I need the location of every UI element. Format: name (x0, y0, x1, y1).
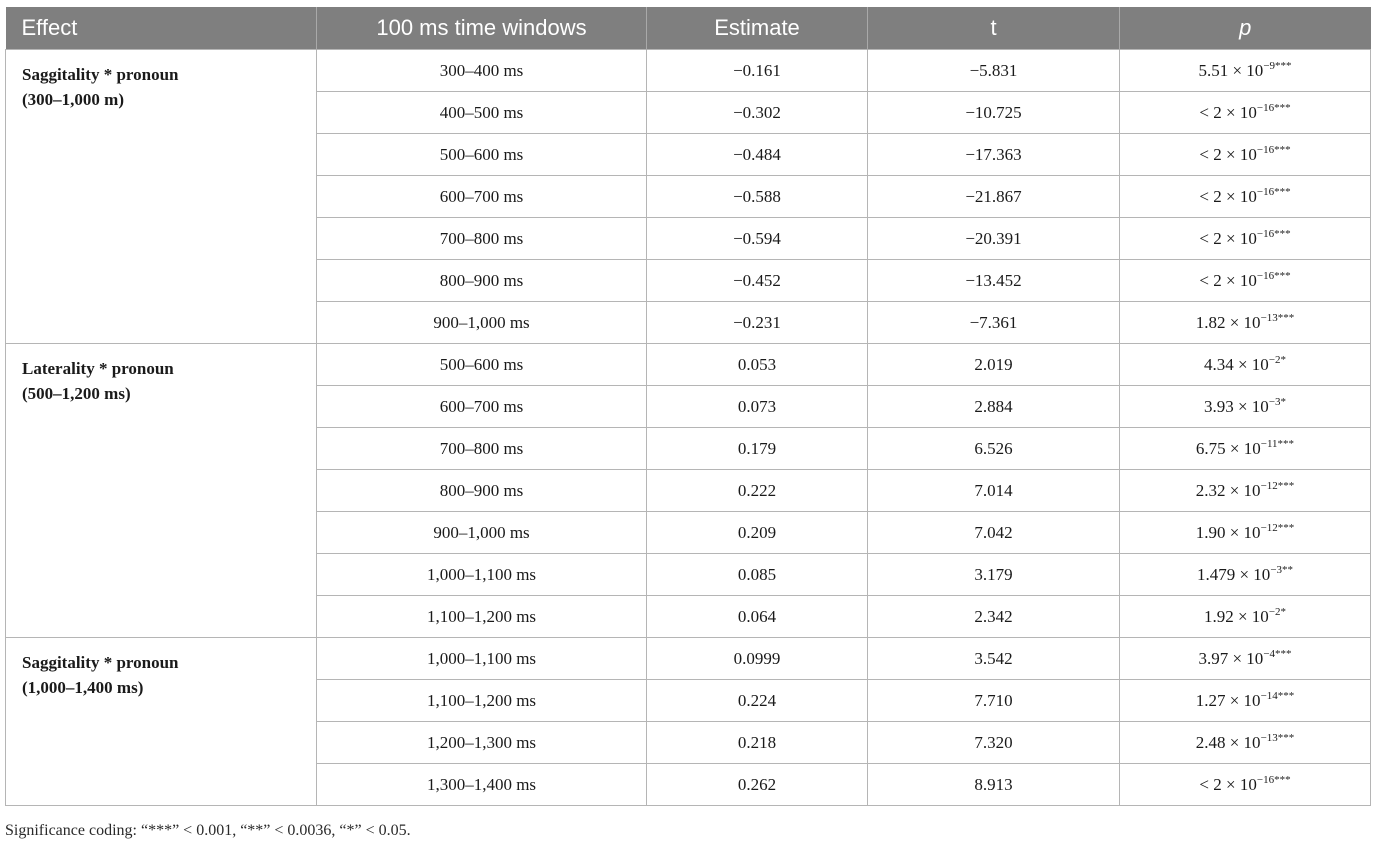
time-window-cell: 400–500 ms (317, 92, 647, 134)
time-window-cell: 1,100–1,200 ms (317, 680, 647, 722)
t-value-cell: 7.042 (868, 512, 1120, 554)
effect-range: (500–1,200 ms) (22, 384, 131, 403)
p-value-exponent: −12*** (1260, 479, 1295, 492)
time-window-cell: 800–900 ms (317, 260, 647, 302)
t-value-cell: −10.725 (868, 92, 1120, 134)
t-value-cell: 7.710 (868, 680, 1120, 722)
p-value-cell (1120, 218, 1371, 260)
p-value-exponent: −16*** (1256, 269, 1291, 282)
significance-footnote: Significance coding: “***” < 0.001, “**” < 0.0036, “*” < 0.05. (5, 822, 411, 839)
p-value-exponent: −12*** (1260, 521, 1295, 534)
p-value-exponent: −16*** (1256, 773, 1291, 786)
p-value-exponent: −13*** (1260, 311, 1295, 324)
p-value-exponent: −16*** (1256, 227, 1291, 240)
p-value-base: < 2 × 10 (1199, 774, 1257, 794)
t-value-cell: 2.884 (868, 386, 1120, 428)
p-value-cell (1120, 554, 1371, 596)
time-window-cell: 900–1,000 ms (317, 302, 647, 344)
estimate-cell: 0.262 (647, 764, 868, 806)
t-value-cell: 2.342 (868, 596, 1120, 638)
p-value-cell (1120, 176, 1371, 218)
p-value-base: < 2 × 10 (1199, 270, 1257, 290)
time-window-cell: 600–700 ms (317, 386, 647, 428)
estimate-cell: −0.231 (647, 302, 868, 344)
estimate-cell: 0.0999 (647, 638, 868, 680)
t-value-cell: 3.179 (868, 554, 1120, 596)
p-value-cell (1120, 470, 1371, 512)
time-window-cell: 1,300–1,400 ms (317, 764, 647, 806)
p-value-cell (1120, 134, 1371, 176)
p-value-base: 2.32 × 10 (1195, 480, 1261, 500)
time-window-cell: 500–600 ms (317, 344, 647, 386)
p-value-exponent: −16*** (1256, 143, 1291, 156)
p-value-cell (1120, 596, 1371, 638)
effect-name: Saggitality * pronoun (22, 65, 179, 84)
p-value-base: 3.97 × 10 (1198, 648, 1264, 668)
p-value-base: 1.27 × 10 (1195, 690, 1261, 710)
estimate-cell: 0.085 (647, 554, 868, 596)
p-value-exponent: −13*** (1260, 731, 1295, 744)
table-row (6, 50, 1371, 92)
effect-range: (300–1,000 m) (22, 90, 124, 109)
p-value-base: 3.93 × 10 (1203, 396, 1269, 416)
time-window-cell: 1,100–1,200 ms (317, 596, 647, 638)
t-value-cell: 8.913 (868, 764, 1120, 806)
p-value-exponent: −14*** (1260, 689, 1295, 702)
time-window-cell: 1,200–1,300 ms (317, 722, 647, 764)
estimate-cell: 0.053 (647, 344, 868, 386)
p-value-cell (1120, 512, 1371, 554)
t-value-cell: 6.526 (868, 428, 1120, 470)
p-value-exponent: −4*** (1263, 647, 1292, 660)
p-value-base: 5.51 × 10 (1198, 60, 1264, 80)
p-value-base: 1.90 × 10 (1195, 522, 1261, 542)
p-value-exponent: −2* (1268, 605, 1287, 618)
time-window-cell: 600–700 ms (317, 176, 647, 218)
estimate-cell: 0.179 (647, 428, 868, 470)
p-value-exponent: −16*** (1256, 185, 1291, 198)
p-value-exponent: −16*** (1256, 101, 1291, 114)
effect-cell (6, 50, 317, 344)
p-value-base: < 2 × 10 (1199, 102, 1257, 122)
time-window-cell: 700–800 ms (317, 428, 647, 470)
p-value-base: 1.479 × 10 (1196, 564, 1271, 584)
results-table-container (5, 7, 1370, 806)
time-window-cell: 300–400 ms (317, 50, 647, 92)
estimate-cell: 0.073 (647, 386, 868, 428)
header-p: p (1120, 7, 1371, 50)
p-value-exponent: −11*** (1260, 437, 1295, 450)
p-value-exponent: −2* (1268, 353, 1287, 366)
p-value-cell (1120, 344, 1371, 386)
p-value-cell (1120, 680, 1371, 722)
t-value-cell: 7.320 (868, 722, 1120, 764)
t-value-cell: 3.542 (868, 638, 1120, 680)
t-value-cell: −7.361 (868, 302, 1120, 344)
p-value-base: < 2 × 10 (1199, 144, 1257, 164)
time-window-cell: 900–1,000 ms (317, 512, 647, 554)
estimate-cell: −0.484 (647, 134, 868, 176)
estimate-cell: 0.222 (647, 470, 868, 512)
header-effect: Effect (6, 7, 317, 50)
estimate-cell: −0.588 (647, 176, 868, 218)
p-value-base: 6.75 × 10 (1195, 438, 1261, 458)
p-value-base: < 2 × 10 (1199, 186, 1257, 206)
header-t: t (868, 7, 1120, 50)
p-value-base: < 2 × 10 (1199, 228, 1257, 248)
p-value-exponent: −3* (1268, 395, 1287, 408)
results-table (5, 7, 1371, 806)
estimate-cell: −0.161 (647, 50, 868, 92)
header-row (6, 7, 1371, 50)
header-estimate: Estimate (647, 7, 868, 50)
p-value-base: 4.34 × 10 (1203, 354, 1269, 374)
time-window-cell: 800–900 ms (317, 470, 647, 512)
estimate-cell: −0.594 (647, 218, 868, 260)
t-value-cell: −21.867 (868, 176, 1120, 218)
table-row (6, 344, 1371, 386)
effect-range: (1,000–1,400 ms) (22, 678, 144, 697)
p-value-cell (1120, 386, 1371, 428)
p-value-cell (1120, 638, 1371, 680)
t-value-cell: 2.019 (868, 344, 1120, 386)
table-body (6, 50, 1371, 806)
estimate-cell: 0.064 (647, 596, 868, 638)
effect-name: Saggitality * pronoun (22, 653, 179, 672)
estimate-cell: 0.224 (647, 680, 868, 722)
t-value-cell: −20.391 (868, 218, 1120, 260)
effect-name: Laterality * pronoun (22, 359, 174, 378)
effect-cell (6, 638, 317, 806)
p-value-exponent: −9*** (1263, 59, 1292, 72)
effect-cell (6, 344, 317, 638)
time-window-cell: 700–800 ms (317, 218, 647, 260)
p-value-cell (1120, 764, 1371, 806)
time-window-cell: 1,000–1,100 ms (317, 638, 647, 680)
p-value-cell (1120, 50, 1371, 92)
p-value-base: 2.48 × 10 (1195, 732, 1261, 752)
p-value-cell (1120, 260, 1371, 302)
t-value-cell: −17.363 (868, 134, 1120, 176)
table-row (6, 638, 1371, 680)
t-value-cell: −13.452 (868, 260, 1120, 302)
estimate-cell: 0.218 (647, 722, 868, 764)
time-window-cell: 1,000–1,100 ms (317, 554, 647, 596)
estimate-cell: −0.452 (647, 260, 868, 302)
t-value-cell: 7.014 (868, 470, 1120, 512)
p-value-exponent: −3** (1270, 563, 1294, 576)
time-window-cell: 500–600 ms (317, 134, 647, 176)
header-time-windows: 100 ms time windows (317, 7, 647, 50)
p-value-base: 1.82 × 10 (1195, 312, 1261, 332)
p-value-cell (1120, 722, 1371, 764)
p-value-cell (1120, 428, 1371, 470)
t-value-cell: −5.831 (868, 50, 1120, 92)
estimate-cell: 0.209 (647, 512, 868, 554)
p-value-cell (1120, 302, 1371, 344)
p-value-cell (1120, 92, 1371, 134)
estimate-cell: −0.302 (647, 92, 868, 134)
p-value-base: 1.92 × 10 (1203, 606, 1269, 626)
